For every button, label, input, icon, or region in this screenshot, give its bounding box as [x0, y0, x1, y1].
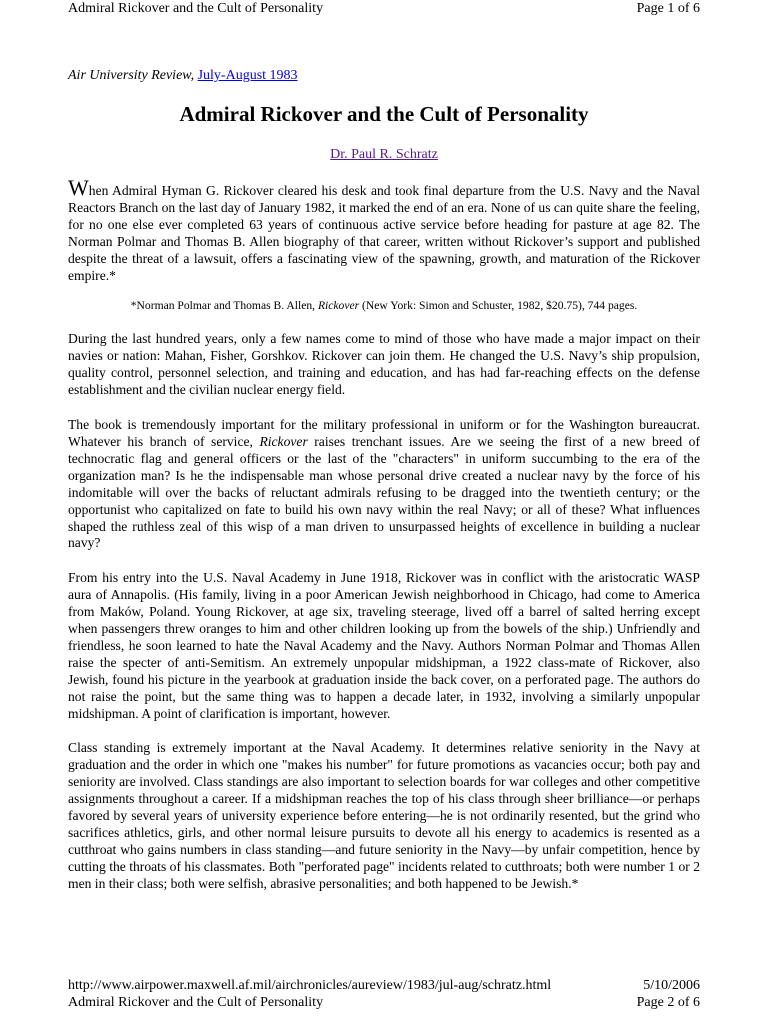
footer-row-1 [68, 977, 700, 994]
article-body [68, 175, 700, 911]
paragraph-3-text-b: raises trenchant issues. Are we seeing the first of a new breed of technocratic flag and general officers or the last of the "characters" in uniform succumbing to the era of the organization man? Is he the indispensable man whose personal drive created a nuclear navy by the force of his indomitable will over the backs of reluctant admirals refusing to be dragged into the twentieth century; or the opportunist who capitalized on fate to build his own navy within the real Navy; or all of these? What influences shaped the ruthless zeal of this wisp of a man driven to unsurpassed heights of excellence in building a nuclear navy? [68, 433, 700, 551]
paragraph-2: During the last hundred years, only a few names come to mind of those who have made a major impact on their navies or nation: Mahan, Fisher, Gorshkov. Rickover can join them. He changed the U.S. Navy’s ship propulsion, quality control, personnel selection, and training and education, and has had far-reaching effects on the defense establishment and the civilian nuclear energy field. [68, 331, 700, 398]
next-page-number: Page 2 of 6 [636, 995, 700, 1010]
header-document-title: Admiral Rickover and the Cult of Personality [68, 1, 324, 16]
issue-link[interactable]: July-August 1983 [197, 68, 298, 83]
author-link[interactable]: Dr. Paul R. Schratz [330, 147, 438, 162]
next-page-document-title: Admiral Rickover and the Cult of Personality [68, 995, 324, 1010]
drop-cap: W [68, 175, 89, 200]
paragraph-5: Class standing is extremely important at the Naval Academy. It determines relative seniority in the Navy at graduation and the order in which one "makes his number" for future promotions as vacancies occur; both pay and seniority are involved. Class standings are also important to selection boards for war colleges and other competitive assignments throughout a career. If a midshipman reaches the top of his class through sheer brilliance—or perhaps favored by several years of university experience before entering—he is not ordinarily resented, but the grind who sacrifices athletics, girls, and other normal leisure pursuits to devote all his energy to academics is resented as a cutthroat who gains numbers in class standing—and future seniority in the Navy—by unfair competition, hence by cutting the throats of his classmates. Both "perforated page" incidents related to cutthroats; both were number 1 or 2 men in their class; both were selfish, abrasive personalities; and both happened to be Jewish.* [68, 740, 700, 891]
footnote [68, 298, 700, 313]
footer-row-2 [68, 994, 700, 1011]
header-page-number: Page 1 of 6 [636, 1, 700, 16]
footnote-text-a: *Norman Polmar and Thomas B. Allen, [130, 299, 318, 313]
footer-date: 5/10/2006 [643, 978, 700, 993]
author-line [68, 146, 700, 164]
paragraph-3-text-a: The book is tremendously important for the military professional in uniform or for the Washington bureaucrat. Whatever his branch of service, [68, 417, 700, 449]
paragraph-1 [68, 175, 700, 284]
paragraph-3 [68, 417, 700, 552]
journal-citation [68, 67, 298, 85]
paragraph-1-text: hen Admiral Hyman G. Rickover cleared his desk and took final departure from the U.S. Navy and the Naval Reactors Branch on the last day of January 1982, it marked the end of an era. None of us can quite share the feeling, for no one else ever completed 63 years of continuous active service before heading for pasture at age 82. The Norman Polmar and Thomas B. Allen biography of that career, written without Rickover’s support and published despite the threat of a lawsuit, offers a fascinating view of the spawning, growth, and maturation of the Rickover empire.* [68, 183, 700, 283]
footnote-text-b: (New York: Simon and Schuster, 1982, $20.75), 744 pages. [359, 299, 638, 313]
running-header [68, 0, 700, 18]
journal-name: Air University Review, [68, 68, 195, 83]
paragraph-3-book-title: Rickover [259, 433, 308, 449]
running-footer [68, 977, 700, 1011]
footer-url: http://www.airpower.maxwell.af.mil/airchronicles/aureview/1983/jul-aug/schratz.html [68, 978, 552, 993]
footnote-book-title: Rickover [317, 299, 360, 313]
article-title: Admiral Rickover and the Cult of Personality [179, 102, 589, 126]
paragraph-4: From his entry into the U.S. Naval Academy in June 1918, Rickover was in conflict with the aristocratic WASP aura of Annapolis. (His family, living in a poor American Jewish neighborhood in Chicago, had come to America from Maków, Poland. Young Rickover, at age six, traveling steerage, lived off a barrel of salted herring except when passengers threw oranges to him and other children looking up from the bowels of the ship.) Unfriendly and friendless, he soon learned to hate the Naval Academy and the Navy. Authors Norman Polmar and Thomas Allen raise the specter of anti-Semitism. An extremely unpopular midshipman, a 1922 class-mate of Rickover, also Jewish, found his picture in the yearbook at graduation inside the back cover, on a perforated page. The authors do not raise the point, but the same thing was to happen a decade later, in 1932, involving a similarly unpopular midshipman. A point of clarification is important, however. [68, 570, 700, 721]
